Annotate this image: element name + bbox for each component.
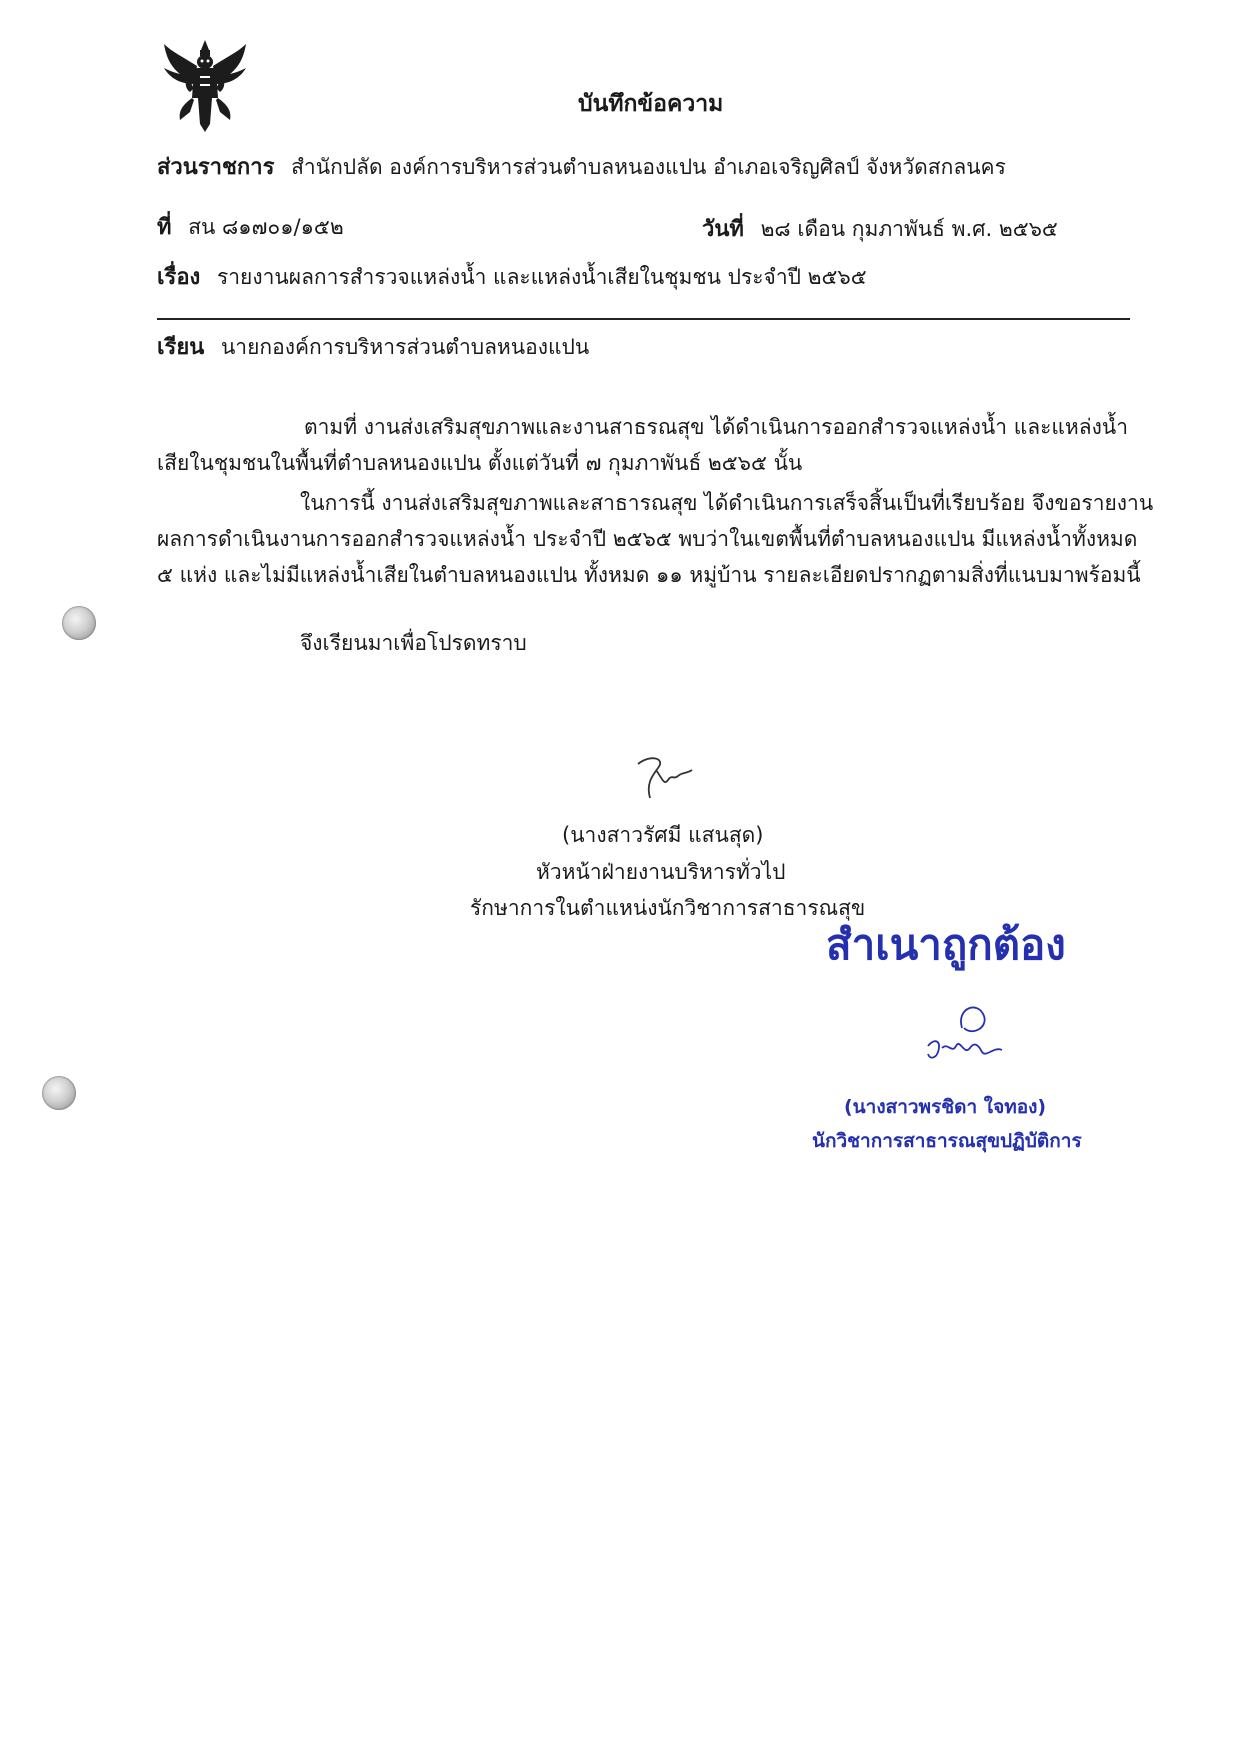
garuda-emblem-icon (160, 38, 250, 134)
reference-label: ที่ (157, 215, 172, 240)
paragraph-1-line-1: ตามที่ งานส่งเสริมสุขภาพและงานสาธรณสุข ได้ดำเนินการออกสำรวจแหล่งน้ำ และแหล่งน้ำ (304, 415, 1129, 439)
memo-title: บันทึกข้อความ (578, 91, 724, 117)
closing-text: จึงเรียนมาเพื่อโปรดทราบ (300, 631, 527, 655)
recipient-value: นายกองค์การบริหารส่วนตำบลหนองแปน (220, 335, 590, 359)
signatory-position: หัวหน้าฝ่ายงานบริหารทั่วไป (536, 860, 786, 884)
certifier-position: นักวิชาการสาธารณสุขปฏิบัติการ (812, 1130, 1082, 1152)
certifier-signature-scribble (916, 998, 1016, 1078)
subject-row (157, 262, 867, 293)
header-divider (157, 318, 1130, 320)
certified-copy-stamp: สำเนาถูกต้อง (826, 920, 1066, 969)
date-row (702, 214, 1058, 245)
agency-label: ส่วนราชการ (157, 155, 275, 180)
paragraph-2-line-2: ผลการดำเนินงานการออกสำรวจแหล่งน้ำ ประจำปี ๒๕๖๕ พบว่าในเขตพื้นที่ตำบลหนองแปน มีแหล่งน้ำทั้งหมด (157, 527, 1138, 551)
punch-hole-top (62, 606, 96, 640)
agency-row (157, 152, 1006, 183)
signatory-acting-position: รักษาการในตำแหน่งนักวิชาการสาธารณสุข (470, 896, 866, 920)
subject-value: รายงานผลการสำรวจแหล่งน้ำ และแหล่งน้ำเสียในชุมชน ประจำปี ๒๕๖๕ (216, 265, 867, 289)
reference-value: สน ๘๑๗๐๑/๑๕๒ (188, 215, 344, 239)
signature-scribble (628, 750, 708, 810)
punch-hole-bottom (42, 1076, 76, 1110)
paragraph-1-line-2: เสียในชุมชนในพื้นที่ตำบลหนองแปน ตั้งแต่วันที่ ๗ กุมภาพันธ์ ๒๕๖๕ นั้น (157, 451, 803, 475)
paragraph-2-line-3: ๕ แห่ง และไม่มีแหล่งน้ำเสียในตำบลหนองแปน ทั้งหมด ๑๑ หมู่บ้าน รายละเอียดปรากฏตามสิ่งที่แนบมาพร้อมนี้ (157, 563, 1141, 587)
subject-label: เรื่อง (157, 265, 201, 290)
reference-row (157, 212, 344, 243)
signatory-name: (นางสาวรัศมี แสนสุด) (562, 823, 764, 847)
paragraph-2-line-1: ในการนี้ งานส่งเสริมสุขภาพและสาธารณสุข ได้ดำเนินการเสร็จสิ้นเป็นที่เรียบร้อย จึงขอรายงาน (300, 491, 1154, 515)
date-value: ๒๘ เดือน กุมภาพันธ์ พ.ศ. ๒๕๖๕ (760, 217, 1058, 241)
agency-value: สำนักปลัด องค์การบริหารส่วนตำบลหนองแปน อำเภอเจริญศิลป์ จังหวัดสกลนคร (291, 155, 1006, 179)
certifier-name: (นางสาวพรชิดา ใจทอง) (844, 1096, 1047, 1118)
recipient-row (157, 332, 589, 363)
date-label: วันที่ (702, 217, 744, 242)
recipient-label: เรียน (157, 335, 205, 360)
